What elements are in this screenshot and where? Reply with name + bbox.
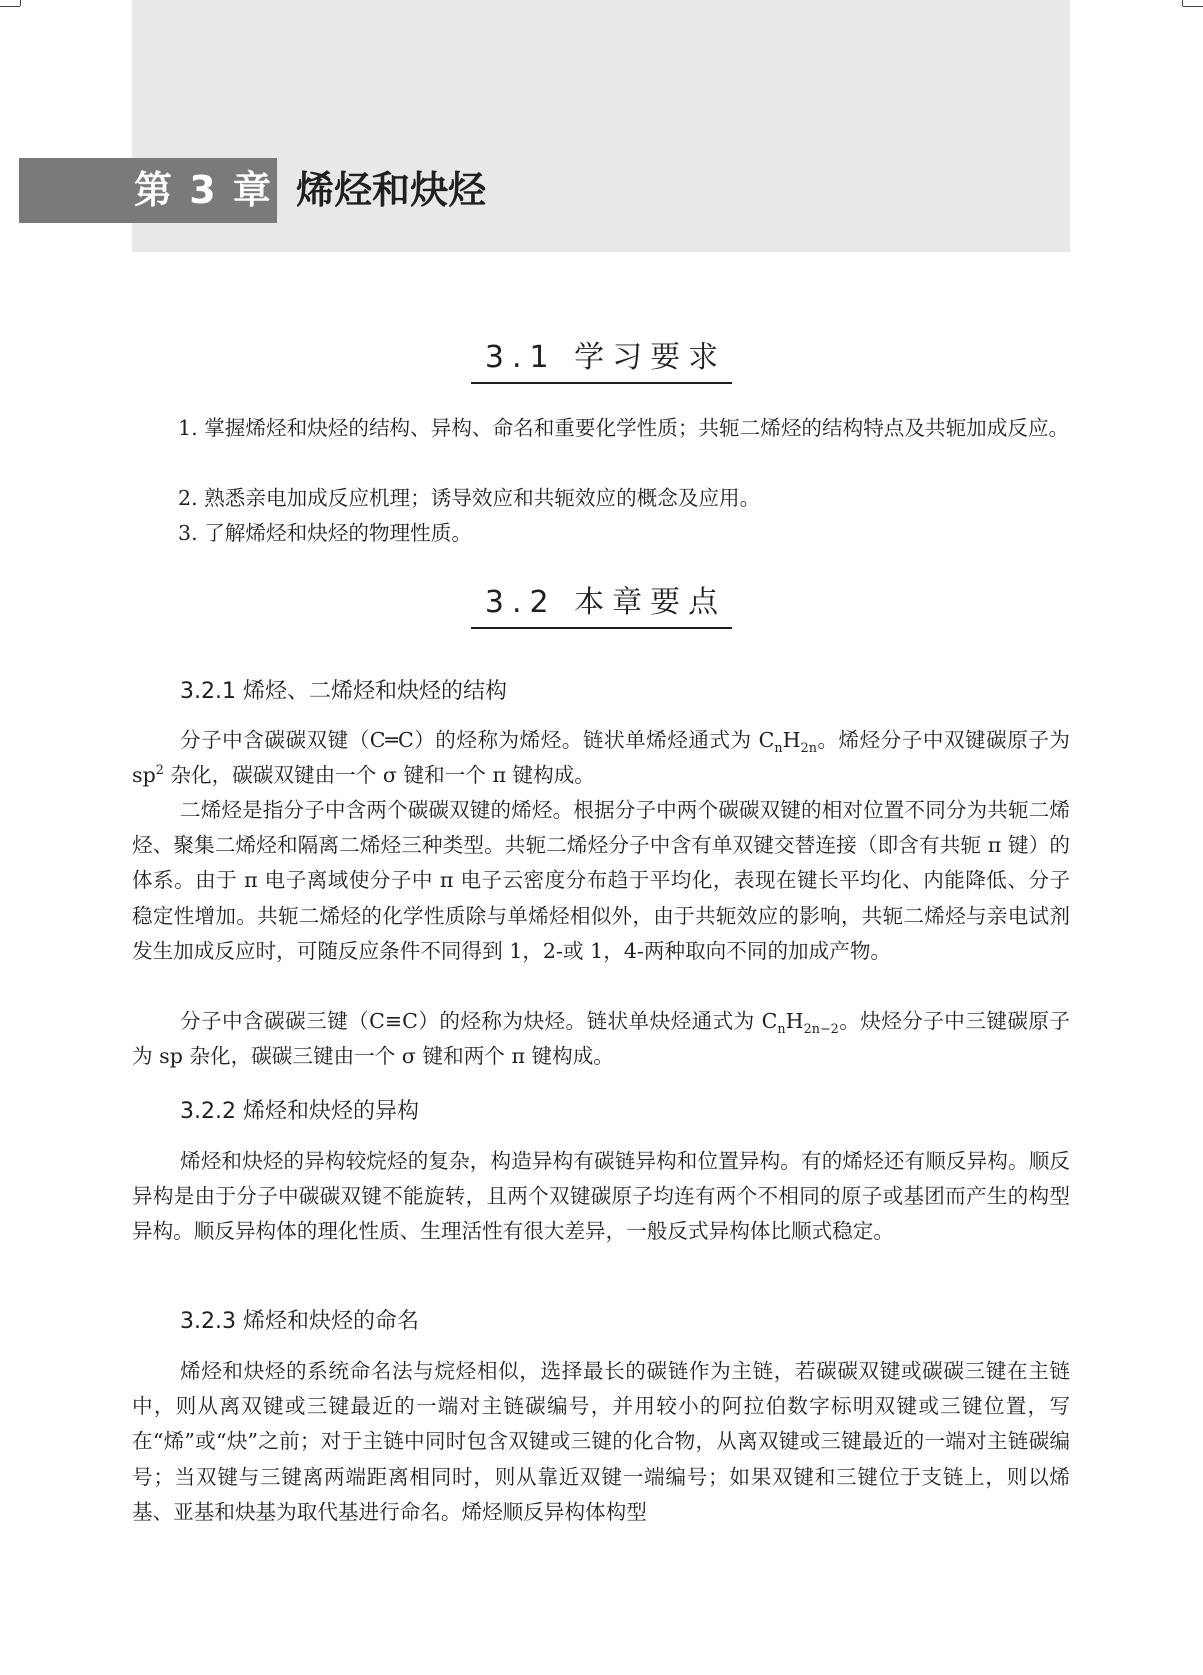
chapter-title: 烯烃和炔烃 <box>296 168 487 212</box>
paragraph-alkyne-structure: 分子中含碳碳三键（C≡C）的烃称为炔烃。链状单炔烃通式为 $C_nH_{2n-2}$。炔烃分子中三键碳原子为 sp 杂化，碳碳三键由一个 σ 键和两个 π 键构成。 <box>132 1009 1070 1069</box>
crop-mark-top-right-h <box>1183 6 1203 7</box>
crop-mark-top-left-h <box>0 6 20 7</box>
section-title-3-2 <box>0 583 1203 629</box>
requirement-item-2: 2. 熟悉亲电加成反应机理；诱导效应和共轭效应的概念及应用。 <box>178 486 761 510</box>
paragraph-nomenclature: 烯烃和炔烃的系统命名法与烷烃相似，选择最长的碳链作为主链，若碳碳双键或碳碳三键在主链中，则从离双键或三键最近的一端对主链碳编号，并用较小的阿拉伯数字标明双键或三键位置，写在“烯”或“炔”之前；对于主链中同时包含双键或三键的化合物，从离双键或三键最近的一端对主链碳编号；当双键与三键离两端距离相同时，则从靠近双键一端编号；如果双键和三键位于支链上，则以烯基、亚基和炔基为取代基进行命名。烯烃顺反异构体构型 <box>132 1359 1070 1524</box>
section-title-3-2-text: 3.2 本章要点 <box>471 583 732 629</box>
section-title-3-1-text: 3.1 学习要求 <box>471 338 732 384</box>
chapter-number: 第 3 章 <box>134 168 273 212</box>
subsection-title-3-2-3: 3.2.3 烯烃和炔烃的命名 <box>180 1309 419 1334</box>
requirement-item-1: 1. 掌握烯烃和炔烃的结构、异构、命名和重要化学性质；共轭二烯烃的结构特点及共轭加成反应。 <box>178 416 1070 440</box>
paragraph-isomerism: 烯烃和炔烃的异构较烷烃的复杂，构造异构有碳链异构和位置异构。有的烯烃还有顺反异构。顺反异构是由于分子中碳碳双键不能旋转，且两个双键碳原子均连有两个不相同的原子或基团而产生的构型异构。顺反异构体的理化性质、生理活性有很大差异，一般反式异构体比顺式稳定。 <box>132 1149 1070 1244</box>
crop-mark-top-left <box>20 0 21 6</box>
paragraph-diene-structure: 二烯烃是指分子中含两个碳碳双键的烯烃。根据分子中两个碳碳双键的相对位置不同分为共轭二烯烃、聚集二烯烃和隔离二烯烃三种类型。共轭二烯烃分子中含有单双键交替连接（即含有共轭 π 键）的体系。由于 π 电子离域使分子中 π 电子云密度分布趋于平均化，表现在键长平均化、内能降低、分子稳定性增加。共轭二烯烃的化学性质除与单烯烃相似外，由于共轭效应的影响，共轭二烯烃与亲电试剂发生加成反应时，可随反应条件不同得到 1，2-或 1，4-两种取向不同的加成产物。 <box>132 798 1070 963</box>
subsection-title-3-2-1: 3.2.1 烯烃、二烯烃和炔烃的结构 <box>180 679 507 704</box>
paragraph-alkene-structure: 分子中含碳碳双键（C═C）的烃称为烯烃。链状单烯烃通式为 $C_nH_{2n}$。烯烃分子中双键碳原子为 $sp^2$ 杂化，碳碳双键由一个 σ 键和一个 π 键构成。 <box>132 728 1071 788</box>
subsection-title-3-2-2: 3.2.2 烯烃和炔烃的异构 <box>180 1099 419 1124</box>
requirement-item-3: 3. 了解烯烃和炔烃的物理性质。 <box>178 521 472 545</box>
section-title-3-1 <box>0 338 1203 384</box>
